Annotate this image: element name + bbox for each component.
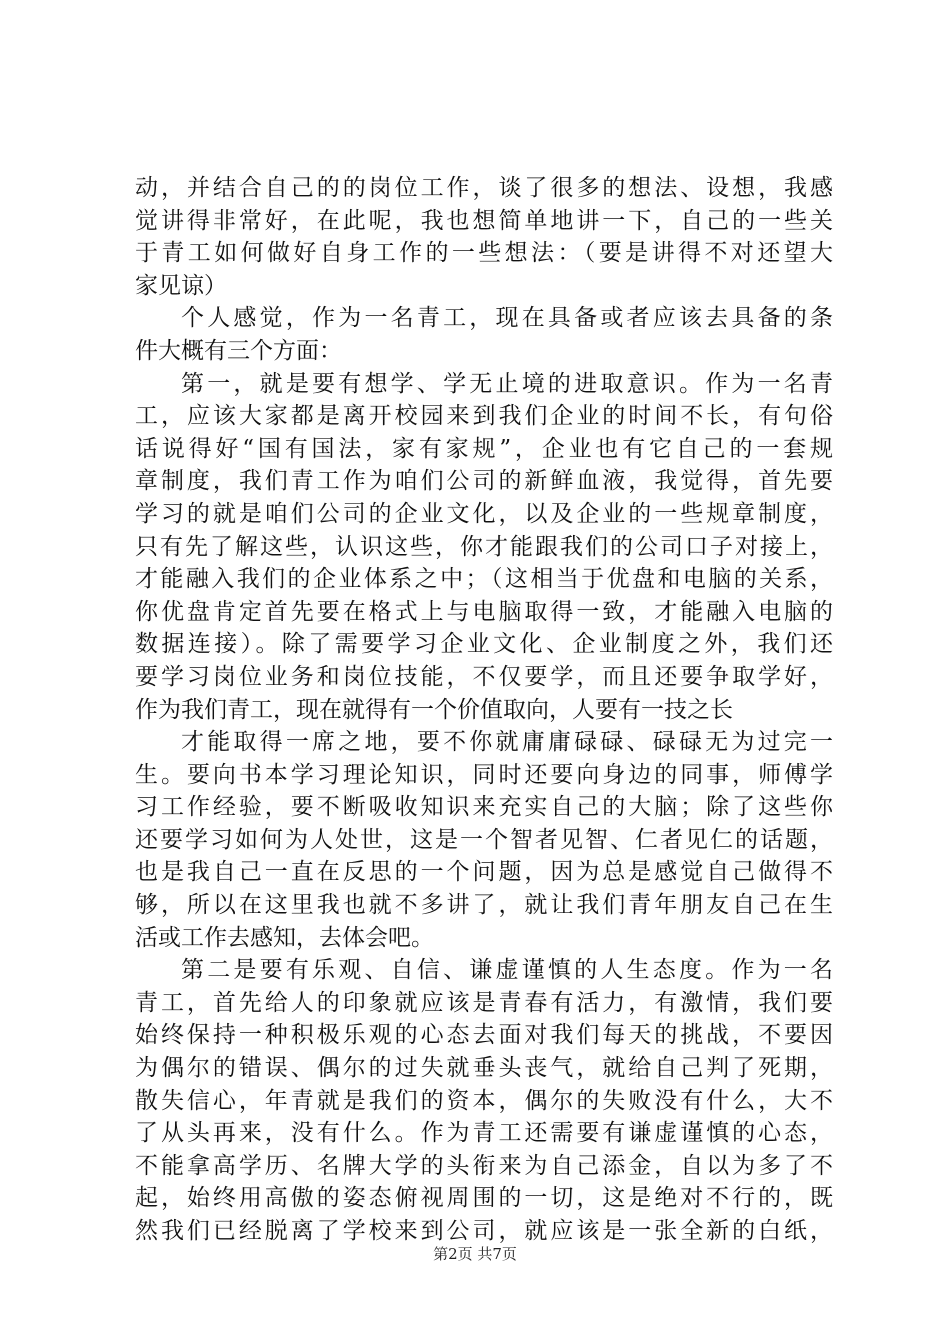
text-line: 起，始终用高傲的姿态俯视周围的一切，这是绝对不行的，既: [135, 1185, 833, 1212]
text-line: 才能融入我们的企业体系之中；（这相当于优盘和电脑的关系，: [135, 566, 833, 593]
text-line: 工，应该大家都是离开校园来到我们企业的时间不长，有句俗: [135, 403, 833, 430]
text-line: 于青工如何做好自身工作的一些想法：（要是讲得不对还望大: [135, 240, 833, 267]
text-line: 章制度，我们青工作为咱们公司的新鲜血液，我觉得，首先要: [135, 468, 833, 495]
text-line: 然我们已经脱离了学校来到公司，就应该是一张全新的白纸，: [135, 1218, 833, 1244]
text-line: 要学习岗位业务和岗位技能，不仅要学，而且还要争取学好，: [135, 663, 833, 690]
text-line: 话说得好“国有国法，家有家规”，企业也有它自己的一套规: [135, 435, 833, 462]
text-line: 只有先了解这些，认识这些，你才能跟我们的公司口子对接上，: [135, 533, 833, 560]
document-body: [135, 172, 833, 1248]
text-line: 也是我自己一直在反思的一个问题，因为总是感觉自己做得不: [135, 859, 833, 886]
text-line: 散失信心，年青就是我们的资本，偶尔的失败没有什么，大不: [135, 1087, 833, 1114]
text-line: 数据连接）。除了需要学习企业文化、企业制度之外，我们还: [135, 631, 833, 658]
text-line: 为偶尔的错误、偶尔的过失就垂头丧气，就给自己判了死期，: [135, 1055, 833, 1082]
text-line: 学习的就是咱们公司的企业文化，以及企业的一些规章制度，: [135, 500, 833, 527]
text-line: 作为我们青工，现在就得有一个价值取向，人要有一技之长: [135, 696, 733, 723]
text-line: 觉讲得非常好，在此呢，我也想简单地讲一下，自己的一些关: [135, 207, 833, 234]
text-line: 习工作经验，要不断吸收知识来充实自己的大脑；除了这些你: [135, 794, 833, 821]
text-line: 第一，就是要有想学、学无止境的进取意识。作为一名青: [181, 370, 833, 397]
text-line: 动，并结合自己的的岗位工作，谈了很多的想法、设想，我感: [135, 175, 833, 201]
text-line: 个人感觉，作为一名青工，现在具备或者应该去具备的条: [181, 305, 833, 332]
text-line: 家见谅）: [135, 272, 227, 299]
text-line: 件大概有三个方面：: [135, 337, 342, 364]
text-line: 青工，首先给人的印象就应该是青春有活力，有激情，我们要: [135, 989, 833, 1016]
text-line: 才能取得一席之地，要不你就庸庸碌碌、碌碌无为过完一: [181, 729, 833, 756]
page-footer: 第2页 共7页: [433, 1245, 517, 1263]
text-line: 你优盘肯定首先要在格式上与电脑取得一致，才能融入电脑的: [135, 598, 833, 625]
text-line: 还要学习如何为人处世，这是一个智者见智、仁者见仁的话题，: [135, 826, 833, 853]
text-line: 不能拿高学历、名牌大学的头衔来为自己添金，自以为多了不: [135, 1152, 833, 1179]
text-line: 活或工作去感知，去体会吧。: [135, 924, 434, 951]
text-line: 第二是要有乐观、自信、谦虚谨慎的人生态度。作为一名: [181, 957, 833, 984]
text-line: 够，所以在这里我也就不多讲了，就让我们青年朋友自己在生: [135, 892, 833, 919]
text-line: 生。要向书本学习理论知识，同时还要向身边的同事，师傅学: [135, 761, 833, 788]
text-line: 了从头再来，没有什么。作为青工还需要有谦虚谨慎的心态，: [135, 1120, 833, 1147]
text-line: 始终保持一种积极乐观的心态去面对我们每天的挑战，不要因: [135, 1022, 833, 1049]
